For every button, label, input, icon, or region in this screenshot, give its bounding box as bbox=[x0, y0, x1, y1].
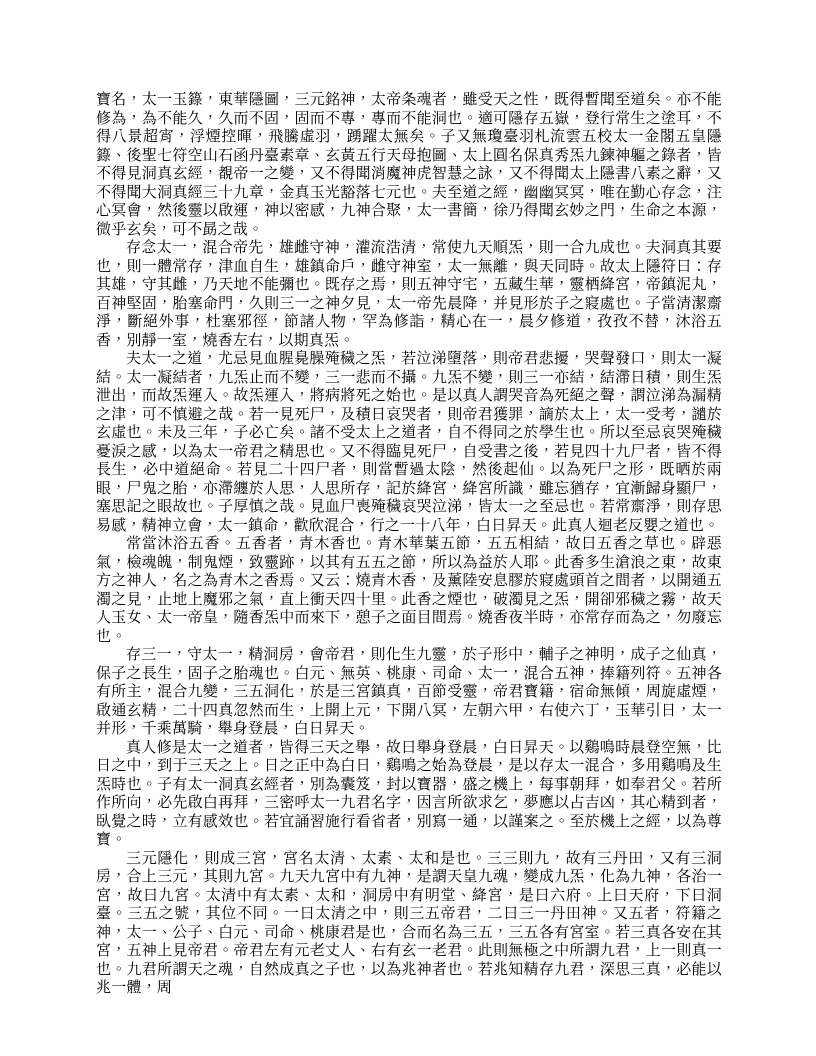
paragraph-7: 三元隱化，則成三宮，宮名太清、太素、太和是也。三三則九，故有三丹田，又有三洞房，合上三元，其則九宮。九天九宮中有九神，是謂天皇九魂，變成九炁，化為九神，各治一宮，故曰九宮。太清中有太素、太和，洞房中有明堂、絳宮，是曰六府。上曰天府，下曰洞臺。三五之號，其位不同。一曰太清之中，則三五帝君，二曰三一丹田神。又五者，符籍之神，太一、公子、白元、司命、桃康君是也，合而名為三五，三五各有宮室。若三真各安在其宮，五神上見帝君。帝君左有元老丈人、右有玄一老君。此則無極之中所謂九君，上一則真一也。九君所謂天之魂，自然成真之子也，以為兆神者也。若兆知精存九君，深思三真，必能以兆一體，周 bbox=[96, 850, 722, 996]
paragraph-5: 存三一，守太一，精洞房，會帝君，則化生九靈，於子形中，輔子之神明，成子之仙真，保子之長生，固子之胎魂也。白元、無英、桃康、司命、太一，混合五神，捧籍列符。五神各有所主，混合九變，三五洞化，於是三宮鎮真，百節受靈，帝君寶籍，宿命無傾，周旋虛煙，啟通玄精，二十四真忽然而生，上開上元，下開八冥，左朝六甲，右使六丁，玉華引日，太一并形，千乘萬騎，舉身登晨，白日昇天。 bbox=[96, 647, 722, 737]
paragraph-6: 真人修是太一之道者，皆得三天之舉，故曰舉身登晨，白日昇天。以鷄鳴時晨登空無，比日之中，到于三天之上。日之正中為白日，鷄鳴之始為登晨，是以存太一混合，多用鷄鳴及生炁時也。子有太一洞真玄經者，別為囊笈，封以寶器，盛之機上，每事朝拜，如奉君父。若所作所向，必先啟白再拜，三密呼太一九君名字，因言所欲求乞，夢應以占吉凶，其心精到者，臥覺之時，立有感效也。若宜誦習施行看省者，別寫一通，以謹案之。至於機上之經，以為尊寶。 bbox=[96, 739, 722, 848]
paragraph-4: 常當沐浴五香。五香者，青木香也。青木華葉五節，五五相結，故曰五香之草也。辟惡氣，檢魂魄，制鬼煙，致靈跡，以其有五五之節，所以為益於人耶。此香多生滄浪之東，故東方之神人，名之為青木之香焉。又云：燒青木香，及薰陸安息膠於寢處頭首之間者，以開通五濁之見，止地上魔邪之氣，直上衝天四十里。此香之煙也，破濁見之炁，開卻邪穢之霧，故天人玉女、太一帝皇，隨香炁中而來下，憩子之面目間焉。燒香夜半時，亦常存而為之，勿廢忘也。 bbox=[96, 536, 722, 645]
paragraph-3: 夫太一之道，尤忌見血腥臰臊殗穢之炁，若泣涕墮落，則帝君悲擾，哭聲發口，則太一凝結。太一凝結者，九炁止而不變，三一悲而不攝。九炁不變，則三一亦結，結滯日積，則生炁泄出，而故炁運入。故炁運入，將病將死之始也。是以真人謂哭音為死絕之聲，謂泣涕為漏精之津，可不慎避之哉。若一見死尸，及積日哀哭者，則帝君獲罪，謫於太上，太一受考，譴於玄虛也。未及三年，子必亡矣。諸不受太上之道者，自不得同之於學生也。所以至忌哀哭殗穢憂淚之感，以為太一帝君之精思也。又不得臨見死尸，自受書之後，若見四十九尸者，皆不得長生，必中道絕命。若見二十四尸者，則當暫過太陰，然後起仙。以為死尸之形，既晒於兩眼，尸鬼之胎，亦滯纏於人思，人思所存，記於絳宮，絳宮所識，雖忘猶存，宜漸歸身顯尸，塞思記之眼故也。子厚慎之哉。見血尸喪殗穢哀哭泣涕，皆太一之至忌也。若常齋淨，則存思易感，精神立會，太一鎮命，歡欣混合，行之一十八年，白日昇天。此真人迴老反嬰之道也。 bbox=[96, 351, 722, 534]
paragraph-2: 存念太一，混合帝先，雄雌守神，灌流浩清，常使九天順炁，則一合九成也。夫洞真其要也，則一體常存，津血自生，雄鎮命戶，雌守神室，太一無離，與天同時。故太上隱符曰：存其雄，守其雌，乃天地不能彌也。既存之焉，則五神守宅，五藏生華，靈栖絳宮，帝鎮泥丸，百神堅固，胎塞命門，久則三一之神夕見，太一帝先晨降，并見形於子之寢處也。子當清潔齋淨，斷絕外事，杜塞邪徑，節諸人物，罕為修詣，精心在一，晨夕修道，孜孜不替，沐浴五香，別靜一室，燒香左右，以期真炁。 bbox=[96, 240, 722, 349]
paragraph-1: 寶名，太一玉籙，東華隱圖，三元銘神，太帝条魂者，雖受天之性，既得暫聞至道矣。亦不能修為，為不能久，久而不固，固而不專，專而不能洞也。適可隱存五嶽，登行常生之塗耳，不得八景超宵，浮煙控暉，飛騰虛羽，踴躍太無矣。子又無瓊臺羽札流雲五校太一金閣五皇隱籙、後聖七符空山石函丹臺素章、玄黃五行天母抱圖、太上圓名保真秀炁九鍊神軀之錄者，皆不得見洞真玄經，覩帝一之變，又不得聞消魔神虎智慧之詠，又不得聞太上隱書八素之辭，又不得聞大洞真經三十九章，金真玉光豁落七元也。夫至道之經，幽幽冥冥，唯在勤心存念，注心冥會，然後靈以啟運，神以密感，九神合聚，太一書簡，徐乃得聞玄妙之門，生命之本源，微乎玄矣，可不勗之哉。 bbox=[96, 92, 722, 238]
text-block bbox=[96, 91, 722, 998]
